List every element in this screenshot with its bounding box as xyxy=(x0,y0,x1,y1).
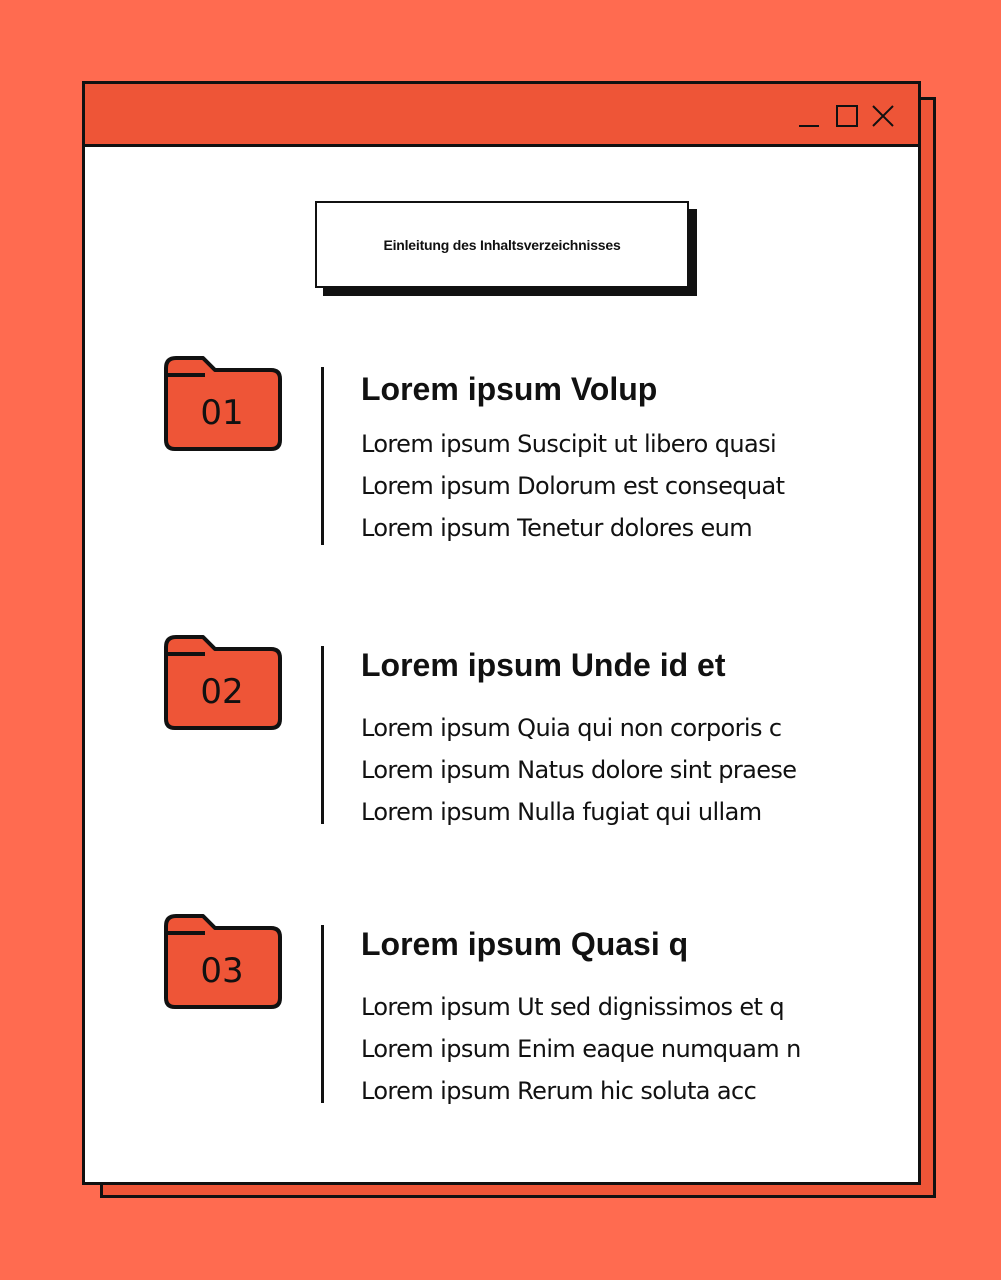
toc-section-1 xyxy=(85,355,918,555)
section-lines xyxy=(361,707,796,833)
close-icon[interactable] xyxy=(871,104,895,128)
folder-icon xyxy=(163,634,283,734)
minimize-icon[interactable] xyxy=(797,104,821,128)
list-item: Lorem ipsum Suscipit ut libero quasi xyxy=(361,430,777,458)
section-lines xyxy=(361,986,801,1112)
folder-icon xyxy=(163,355,283,455)
list-item: Lorem ipsum Ut sed dignissimos et q xyxy=(361,993,785,1021)
page-title: Einleitung des Inhaltsverzeichnisses xyxy=(383,236,621,253)
app-window xyxy=(82,81,921,1185)
section-divider xyxy=(321,367,324,545)
list-item: Lorem ipsum Quia qui non corporis c xyxy=(361,714,782,742)
maximize-icon[interactable] xyxy=(835,104,859,128)
section-number: 03 xyxy=(200,951,244,991)
section-number: 02 xyxy=(200,672,244,712)
section-heading: Lorem ipsum Unde id et xyxy=(361,647,726,683)
window-titlebar xyxy=(85,84,918,147)
title-box xyxy=(315,201,689,288)
toc-section-2 xyxy=(85,634,918,834)
folder-icon xyxy=(163,913,283,1013)
list-item: Lorem ipsum Dolorum est consequat xyxy=(361,472,785,500)
section-heading: Lorem ipsum Volup xyxy=(361,371,658,407)
list-item: Lorem ipsum Rerum hic soluta acc xyxy=(361,1077,757,1105)
list-item: Lorem ipsum Natus dolore sint praese xyxy=(361,756,797,784)
toc-section-3 xyxy=(85,913,918,1113)
section-divider xyxy=(321,646,324,824)
list-item: Lorem ipsum Enim eaque numquam n xyxy=(361,1035,801,1063)
section-lines xyxy=(361,423,784,549)
section-number: 01 xyxy=(200,393,244,433)
list-item: Lorem ipsum Nulla fugiat qui ullam xyxy=(361,798,762,826)
list-item: Lorem ipsum Tenetur dolores eum xyxy=(361,514,753,542)
section-heading: Lorem ipsum Quasi q xyxy=(361,926,689,962)
section-divider xyxy=(321,925,324,1103)
